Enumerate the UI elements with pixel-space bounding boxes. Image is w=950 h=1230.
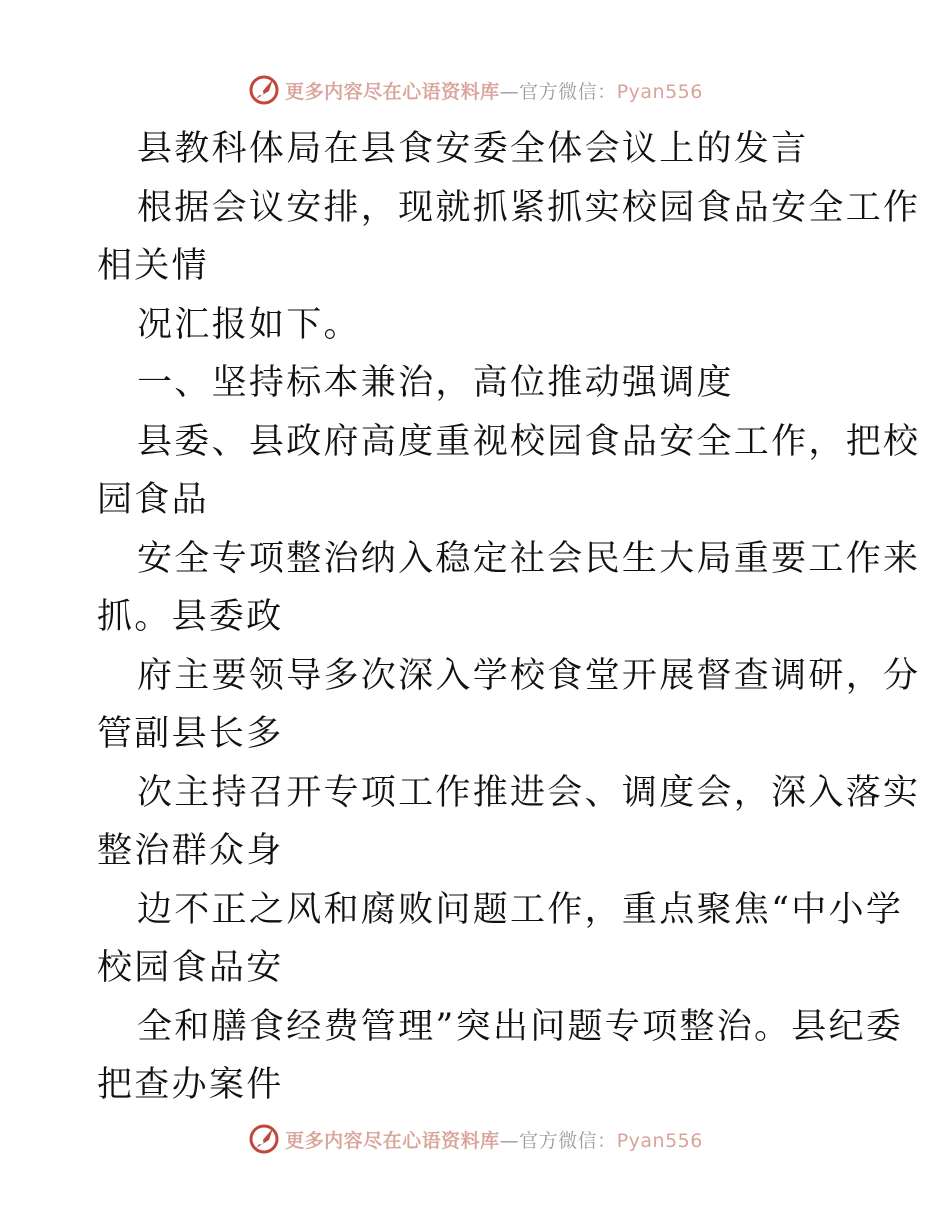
- banner-main-text: 更多内容尽在心语资料库: [285, 1129, 500, 1152]
- text-line: 次主持召开专项工作推进会、调度会，深入落实: [137, 772, 921, 813]
- text-line: 府主要领导多次深入学校食堂开展督查调研，分: [137, 655, 921, 696]
- banner-dash: —: [499, 1129, 520, 1152]
- header-banner: [0, 70, 950, 110]
- banner-official-label: 官方微信：: [519, 80, 617, 103]
- text-line: 整治群众身: [97, 831, 284, 871]
- banner-text: [285, 77, 703, 104]
- text-line: 把查办案件: [97, 1065, 284, 1105]
- text-line: 边不正之风和腐败问题工作，重点聚焦“中小学: [137, 889, 904, 930]
- text-line: 根据会议安排，现就抓紧抓实校园食品安全工作: [137, 187, 921, 228]
- text-line: 管副县长多: [97, 714, 284, 754]
- footer-banner: [0, 1119, 950, 1159]
- banner-dash: —: [499, 80, 520, 103]
- text-line: 县教科体局在县食安委全体会议上的发言: [137, 129, 809, 169]
- quill-logo-icon: [247, 73, 281, 107]
- banner-wechat-id: Pyan556: [616, 80, 703, 103]
- text-line: 相关情: [97, 246, 209, 286]
- text-line: 全和膳食经费管理”突出问题专项整治。县纪委: [137, 1006, 904, 1047]
- text-line: 况汇报如下。: [137, 304, 361, 345]
- text-line: 安全专项整治纳入稳定社会民生大局重要工作来: [137, 538, 921, 579]
- banner-text: [285, 1126, 703, 1153]
- document-body: [97, 120, 921, 1115]
- quill-logo-icon: [247, 1122, 281, 1156]
- text-line: 一、坚持标本兼治，高位推动强调度: [137, 363, 734, 403]
- text-line: 县委、县政府高度重视校园食品安全工作，把校: [137, 421, 921, 462]
- text-line: 园食品: [97, 480, 209, 520]
- banner-wechat-id: Pyan556: [616, 1129, 703, 1152]
- banner-official-label: 官方微信：: [519, 1129, 617, 1152]
- text-line: 抓。县委政: [97, 597, 284, 637]
- banner-main-text: 更多内容尽在心语资料库: [285, 80, 500, 103]
- text-line: 校园食品安: [97, 948, 284, 988]
